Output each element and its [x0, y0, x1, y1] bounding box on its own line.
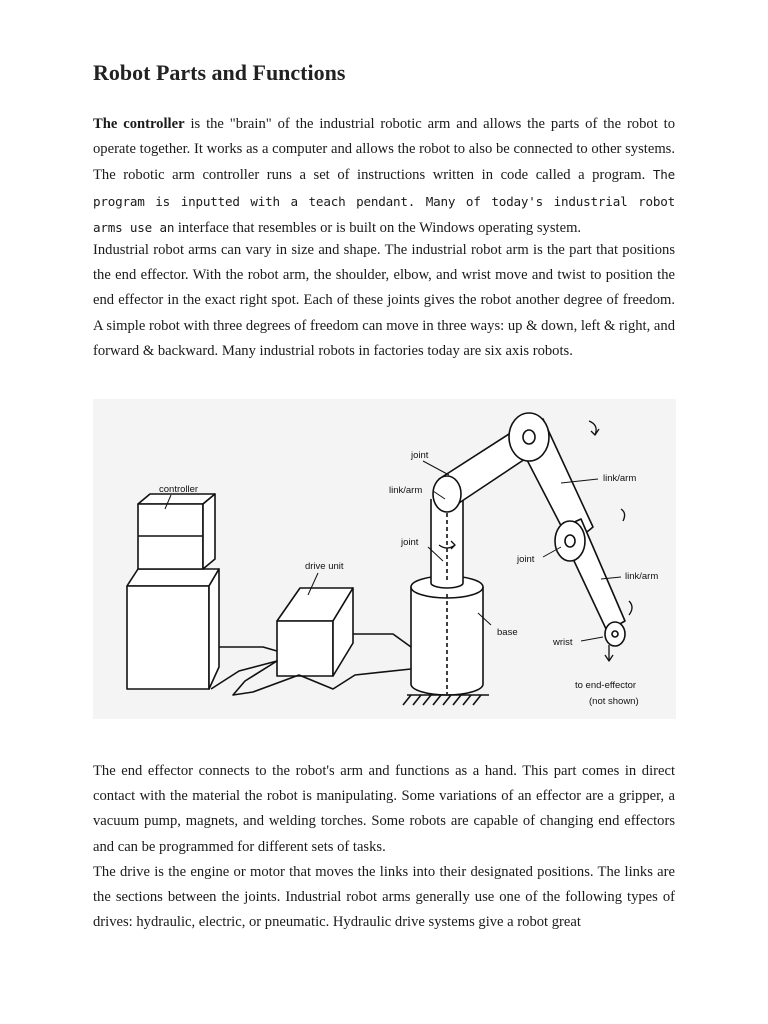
label-joint-right: joint [517, 554, 535, 565]
paragraph-controller [93, 112, 675, 241]
controller-bottom-front [127, 586, 209, 689]
controller-top-side [203, 494, 215, 569]
label-link-arm-3: link/arm [625, 571, 659, 582]
paragraph-end-effector: The end effector connects to the robot's arm and functions as a hand. This part comes in direct contact with the material the robot is manipulating. Some variations of an effector are a gripper, a vacuum pump, magnets, and welding torches. Some robots are capable of changing end effectors and can be programmed for different sets of tasks. [93, 763, 675, 855]
cable-controller-drive [219, 647, 277, 651]
bold-lead: The controller [93, 116, 185, 132]
elbow-hub [565, 535, 575, 547]
label-base: base [497, 627, 518, 638]
robot-diagram-figure [93, 399, 676, 719]
cable-drive-base [353, 634, 411, 647]
paragraph-text: interface that resembles or is built on the Windows operating system. [174, 219, 582, 236]
ground-hatching [403, 695, 489, 705]
paragraph-text: is the "brain" of the industrial robotic arm and allows the parts of the robot to operate together. It works as a computer and allows the robot to also be connected to other systems. The robotic arm controller runs a set of instructions written in code called a program. [93, 116, 675, 184]
robot-diagram [93, 399, 676, 719]
drive-unit-front [277, 621, 333, 676]
label-not-shown: (not shown) [589, 696, 639, 707]
monospace-text: The program is inputted with a teach pendant. Many of today's industrial robot arms use an [93, 167, 675, 235]
label-link-arm-2: link/arm [603, 473, 637, 484]
paragraph-robot-arms: Industrial robot arms can vary in size and shape. The industrial robot arm is the part that positions the end effector. With the robot arm, the shoulder, elbow, and wrist move and twist to position the end effector in the exact right spot. Each of these joints gives the robot another degree of freedom. A simple robot with three degrees of freedom can move in three ways: up & down, left & right, and forward & backward. Many industrial robots in factories today are six axis robots. [93, 242, 675, 359]
label-link-arm-1: link/arm [389, 485, 423, 496]
page-title: Robot Parts and Functions [93, 60, 346, 85]
label-wrist: wrist [553, 637, 573, 648]
controller-bottom-top-face [127, 569, 219, 586]
controller-top-top-face [138, 494, 215, 504]
top-pulley-hub [523, 430, 535, 444]
controller-bottom-side [209, 569, 219, 689]
paragraph-drive: The drive is the engine or motor that moves the links into their designated positions. The links are the sections between the joints. Industrial robot arms generally use one of the following types of drives: hydraulic, electric, or pneumatic. Hydraulic drive systems give a robot great [93, 864, 675, 931]
label-joint-mid: joint [401, 537, 419, 548]
label-drive-unit: drive unit [305, 561, 344, 572]
label-end-effector: to end-effector [575, 680, 637, 691]
label-controller: controller [159, 484, 199, 495]
wrist-hub [612, 631, 618, 637]
label-joint-top: joint [411, 450, 429, 461]
